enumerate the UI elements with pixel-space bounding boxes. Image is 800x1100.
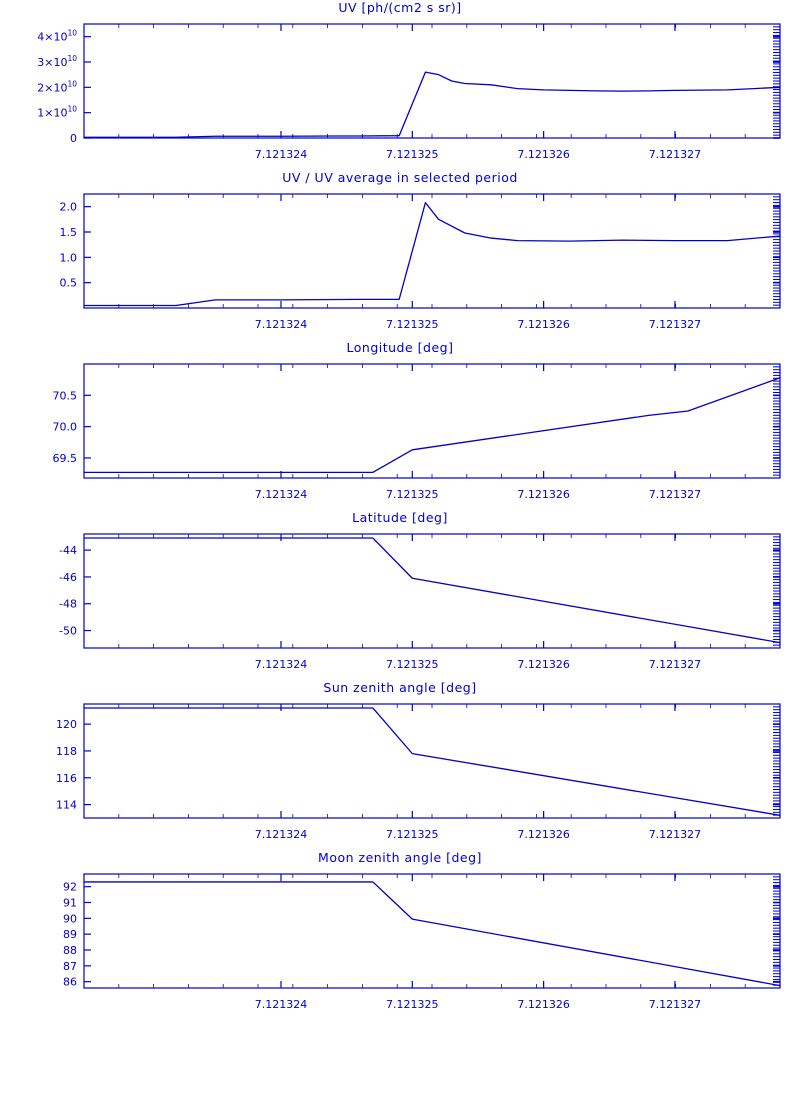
- plot-frame: [84, 534, 780, 648]
- x-tick-label: 7.121325: [386, 148, 439, 161]
- x-tick-label: 7.121326: [517, 998, 570, 1011]
- plot-svg-longitude: [0, 356, 800, 506]
- plot-frame: [84, 704, 780, 818]
- y-tick-label: $4\times 10^{10}$: [37, 28, 77, 44]
- x-tick-label: 7.121324: [254, 998, 308, 1011]
- x-tick-label: 7.121326: [517, 828, 570, 841]
- x-tick-label: 7.121325: [386, 488, 439, 501]
- chart-panel-uv: [0, 0, 800, 170]
- chart-panel-latitude: [0, 510, 800, 680]
- x-tick-label: 7.121326: [517, 148, 570, 161]
- x-tick-label: 7.121325: [386, 998, 439, 1011]
- plot-svg-sun-zenith: [0, 696, 800, 846]
- y-tick-label: $3\times 10^{10}$: [37, 54, 77, 69]
- x-tick-label: 7.121327: [648, 148, 702, 161]
- x-tick-label: 7.121324: [254, 318, 308, 331]
- axis-minor-ticks: [773, 364, 780, 478]
- chart-title: Sun zenith angle [deg]: [323, 680, 477, 695]
- x-tick-label: 7.121327: [648, 658, 702, 671]
- data-series-line: [84, 72, 780, 137]
- y-tick-label: $2\times 10^{10}$: [37, 79, 77, 95]
- chart-panel-sun-zenith: [0, 680, 800, 850]
- y-tick-label: 69.5: [52, 451, 77, 465]
- chart-title: UV / UV average in selected period: [282, 170, 518, 185]
- x-tick-label: 7.121326: [517, 318, 570, 331]
- plot-area-latitude: [0, 526, 800, 676]
- y-tick-label: 1.0: [59, 251, 77, 265]
- x-tick-label: 7.121326: [517, 658, 570, 671]
- x-tick-label: 7.121324: [254, 488, 308, 501]
- plot-area-longitude: [0, 356, 800, 506]
- x-tick-label: 7.121325: [386, 658, 439, 671]
- y-tick-label: 70.0: [52, 420, 77, 434]
- plot-area-uv: [0, 16, 800, 166]
- x-tick-label: 7.121327: [648, 828, 702, 841]
- axis-minor-ticks: [773, 24, 780, 138]
- chart-title: Longitude [deg]: [346, 340, 454, 355]
- y-tick-label: 90: [63, 912, 77, 926]
- y-tick-label: 86: [63, 975, 77, 989]
- plot-svg-uv: [0, 16, 800, 166]
- axis-minor-ticks: [773, 704, 780, 818]
- y-tick-label: 87: [63, 959, 77, 973]
- y-tick-label: -48: [59, 597, 77, 611]
- plot-frame: [84, 364, 780, 478]
- x-tick-label: 7.121325: [386, 318, 439, 331]
- y-tick-label: 120: [56, 718, 77, 732]
- y-tick-label: 0: [70, 132, 77, 145]
- y-tick-label: 116: [56, 771, 77, 785]
- y-tick-label: 70.5: [52, 389, 77, 403]
- plot-svg-moon-zenith: [0, 866, 800, 1016]
- y-tick-label: -50: [59, 624, 77, 638]
- y-tick-label: -44: [59, 544, 77, 558]
- chart-title: Latitude [deg]: [352, 510, 448, 525]
- chart-title: UV [ph/(cm2 s sr)]: [338, 0, 462, 15]
- x-tick-label: 7.121324: [254, 148, 308, 161]
- y-tick-label: 2.0: [59, 200, 77, 214]
- plot-area-sun-zenith: [0, 696, 800, 846]
- plot-frame: [84, 874, 780, 988]
- chart-panel-longitude: [0, 340, 800, 510]
- chart-panel-moon-zenith: [0, 850, 800, 1030]
- axis-minor-ticks: [773, 194, 780, 308]
- y-tick-label: 1.5: [59, 226, 77, 239]
- axis-minor-ticks: [773, 874, 780, 988]
- x-tick-label: 7.121325: [386, 828, 439, 841]
- chart-title: Moon zenith angle [deg]: [318, 850, 482, 865]
- y-tick-label: 118: [56, 744, 77, 758]
- y-tick-label: 0.5: [59, 276, 77, 290]
- y-tick-label: 88: [63, 944, 77, 957]
- plot-area-uv-ratio: [0, 186, 800, 336]
- data-series-line: [84, 882, 780, 986]
- plot-svg-latitude: [0, 526, 800, 676]
- y-tick-label: 92: [63, 880, 77, 894]
- x-tick-label: 7.121324: [254, 828, 308, 841]
- chart-panel-uv-ratio: [0, 170, 800, 340]
- y-tick-label: 89: [63, 928, 77, 942]
- data-series-line: [84, 708, 780, 815]
- x-tick-label: 7.121327: [648, 488, 702, 501]
- y-tick-label: 91: [63, 896, 77, 910]
- data-series-line: [84, 378, 780, 473]
- y-tick-label: $1\times 10^{10}$: [37, 104, 77, 120]
- x-tick-label: 7.121327: [648, 318, 702, 331]
- x-tick-label: 7.121326: [517, 488, 570, 501]
- y-tick-label: -46: [59, 570, 77, 584]
- data-series-line: [84, 538, 780, 643]
- x-tick-label: 7.121327: [648, 998, 702, 1011]
- plot-area-moon-zenith: [0, 866, 800, 1016]
- x-tick-label: 7.121324: [254, 658, 308, 671]
- data-series-line: [84, 203, 780, 306]
- plot-svg-uv-ratio: [0, 186, 800, 336]
- plot-frame: [84, 24, 780, 138]
- y-tick-label: 114: [56, 798, 77, 812]
